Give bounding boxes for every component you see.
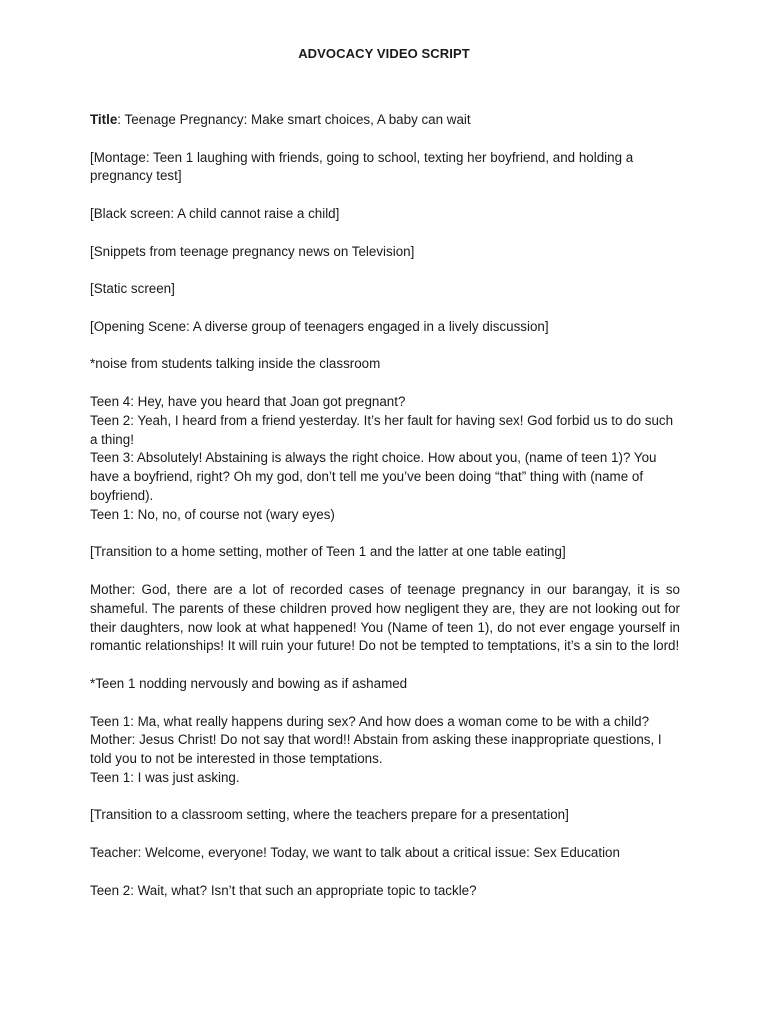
dialogue-line: Teen 4: Hey, have you heard that Joan got pregnant? [90, 393, 406, 409]
dialogue-line: Teen 1: No, no, of course not (wary eyes) [90, 506, 335, 522]
mother-speech: Mother: God, there are a lot of recorded cases of teenage pregnancy in our barangay, it is so shameful. The parents of these children proved how negligent they are, they are not looking out for their daughters, now look at what happened! You (Name of teen 1), do not ever engage yourself in romantic relationships! It will ruin your future! Do not be tempted to temptations, it’s a sin to the lord! [90, 581, 680, 654]
dialogue-line: Mother: Jesus Christ! Do not say that word!! Abstain from asking these inappropriate questions, I told you to not be interested in those temptations. [90, 732, 662, 767]
static-screen-direction: [Static screen] [90, 281, 175, 297]
montage-direction: [Montage: Teen 1 laughing with friends, going to school, texting her boyfriend, and holding a pregnancy test] [90, 149, 634, 184]
teen2-line: Teen 2: Wait, what? Isn’t that such an appropriate topic to tackle? [90, 882, 477, 898]
nodding-direction: *Teen 1 nodding nervously and bowing as if ashamed [90, 675, 408, 691]
title-label: Title [90, 112, 118, 127]
dialogue-line: Teen 1: I was just asking. [90, 769, 240, 785]
title-line [90, 111, 680, 130]
title-value: : Teenage Pregnancy: Make smart choices, A baby can wait [117, 112, 471, 127]
dialogue-line: Teen 1: Ma, what really happens during sex? And how does a woman come to be with a child? [90, 713, 650, 729]
dialogue-block-2 [90, 713, 680, 788]
dialogue-line: Teen 2: Yeah, I heard from a friend yesterday. It’s her fault for having sex! God forbid us to do such a thing! [90, 412, 674, 447]
black-screen-direction: [Black screen: A child cannot raise a child] [90, 205, 340, 221]
classroom-transition-direction: [Transition to a classroom setting, where the teachers prepare for a presentation] [90, 807, 569, 823]
dialogue-line: Teen 3: Absolutely! Abstaining is always the right choice. How about you, (name of teen 1)? You have a boyfriend, right? Oh my god, don’t tell me you’ve been doing “that” thing with (name of boyfriend). [90, 450, 657, 503]
dialogue-block-1 [90, 393, 680, 525]
teacher-line: Teacher: Welcome, everyone! Today, we want to talk about a critical issue: Sex Education [90, 845, 620, 861]
home-transition-direction: [Transition to a home setting, mother of Teen 1 and the latter at one table eating] [90, 544, 566, 560]
script-body [90, 111, 680, 900]
opening-scene-direction: [Opening Scene: A diverse group of teenagers engaged in a lively discussion] [90, 318, 549, 334]
document-heading: ADVOCACY VIDEO SCRIPT [298, 46, 470, 61]
noise-direction: *noise from students talking inside the classroom [90, 356, 381, 372]
snippets-direction: [Snippets from teenage pregnancy news on Television] [90, 243, 415, 259]
